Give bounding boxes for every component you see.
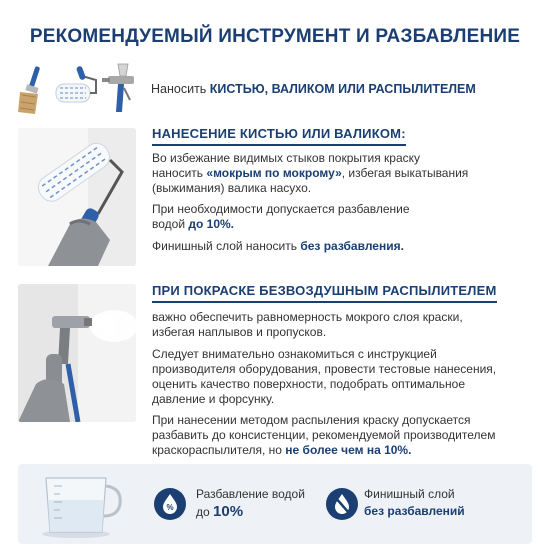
spray-paragraph-2	[152, 347, 537, 407]
brush-p1-line2-bold: «мокрым по мокрому»	[206, 166, 342, 180]
dilution-value: 10%	[213, 503, 244, 520]
spray-paragraph-1	[152, 310, 537, 340]
spray-p3-line1: При нанесении методом распыления краску допускается	[152, 413, 471, 427]
spray-p3-line3-bold: не более чем на 10%.	[285, 443, 412, 457]
spray-p2-line2: производителя оборудования, провести тестовые нанесения,	[152, 362, 497, 376]
brush-p3-line	[152, 239, 537, 254]
spray-photo	[18, 284, 136, 422]
brush-section-title: НАНЕСЕНИЕ КИСТЬЮ ИЛИ ВАЛИКОМ:	[152, 126, 406, 146]
brush-p1-line1: Во избежание видимых стыков покрытия краску	[152, 151, 421, 165]
finish-label: Финишный слой	[364, 487, 455, 501]
tools-text	[151, 82, 476, 96]
measuring-jug-illustration	[32, 470, 128, 540]
tools-text-prefix: Наносить	[151, 82, 210, 96]
tools-row	[18, 62, 532, 122]
spray-photo-image	[18, 284, 136, 422]
brush-p3-bold: без разбавления.	[300, 239, 404, 253]
brush-paragraph-3	[152, 239, 537, 254]
brush-p2-line2-pre: водой	[152, 217, 189, 231]
spray-paragraph-3	[152, 413, 537, 458]
spray-p2-line3: оценить качество поверхности, подобрать оптимальное	[152, 377, 466, 391]
dilution-label: Разбавление водой	[196, 487, 305, 501]
brush-p1-line2-post: , избегая выкатывания	[341, 166, 469, 180]
spray-p2-line1: Следует внимательно ознакомиться с инструкцией	[152, 347, 437, 361]
dilution-prefix: до	[196, 505, 214, 519]
bottom-summary-band	[18, 464, 532, 544]
spray-gun-icon	[102, 64, 134, 112]
spray-p3-line2: разбавить до консистенции, рекомендуемой производителем	[152, 428, 496, 442]
no-water-icon	[326, 488, 358, 520]
roller-photo-image	[18, 128, 136, 266]
brush-p1-line2-pre: наносить	[152, 166, 207, 180]
brush-p3-pre: Финишный слой наносить	[152, 239, 301, 253]
tools-illustration	[18, 62, 136, 118]
dilution-value-line	[196, 504, 243, 520]
page-title: РЕКОМЕНДУЕМЫЙ ИНСТРУМЕНТ И РАЗБАВЛЕНИЕ	[29, 26, 521, 47]
spray-p1-line2: избегая наплывов и пропусков.	[152, 325, 327, 339]
spray-section-title: ПРИ ПОКРАСКЕ БЕЗВОЗДУШНЫМ РАСПЫЛИТЕЛЕМ	[152, 283, 497, 303]
brush-icon	[18, 66, 40, 114]
brush-p1-line3: (выжимания) валика насухо.	[152, 181, 312, 195]
brush-p2-line2	[152, 217, 537, 232]
svg-text:%: %	[166, 503, 174, 512]
roller-photo	[18, 128, 136, 266]
brush-p1-line2	[152, 166, 537, 181]
finish-value: без разбавлений	[364, 504, 465, 518]
spray-p3-line3	[152, 443, 537, 458]
spray-p1-line1: важно обеспечить равномерность мокрого слоя краски,	[152, 310, 463, 324]
brush-paragraph-2	[152, 202, 537, 232]
spray-p2-line4: давление и форсунку.	[152, 392, 275, 406]
brush-p2-line2-bold: до 10%.	[188, 217, 235, 231]
water-percent-icon	[154, 488, 186, 520]
roller-icon	[56, 65, 96, 102]
brush-paragraph-1	[152, 151, 537, 196]
spray-p3-line3-pre: краскораспылителя, но	[152, 443, 286, 457]
tools-text-accent: КИСТЬЮ, ВАЛИКОМ ИЛИ РАСПЫЛИТЕЛЕМ	[209, 82, 476, 96]
brush-p2-line1: При необходимости допускается разбавление	[152, 202, 410, 216]
